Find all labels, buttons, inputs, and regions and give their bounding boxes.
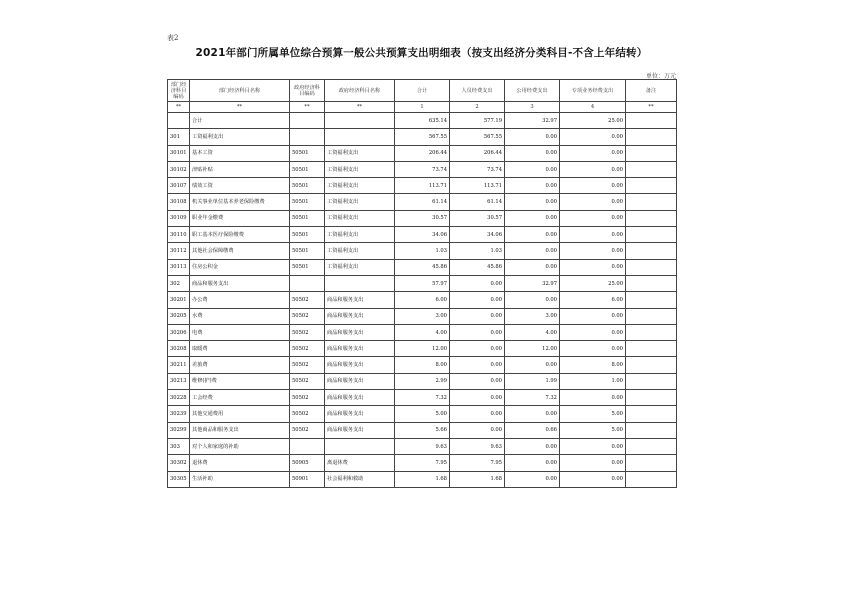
cell-public: 32.97 (505, 113, 560, 129)
cell-code: 30107 (168, 178, 190, 194)
cell-special: 8.00 (560, 357, 626, 373)
table-row (168, 357, 677, 373)
cell-special: 0.00 (560, 438, 626, 454)
cell-public: 0.00 (505, 406, 560, 422)
table-row (168, 210, 677, 226)
cell-gov-code: 50502 (290, 406, 325, 422)
marker-cell: 1 (395, 102, 450, 113)
cell-personnel: 0.00 (450, 422, 505, 438)
cell-code: 30108 (168, 194, 190, 210)
cell-note (626, 145, 677, 161)
cell-special: 25.00 (560, 113, 626, 129)
cell-personnel: 9.63 (450, 438, 505, 454)
cell-gov-code: 50502 (290, 324, 325, 340)
cell-gov-code: 50502 (290, 341, 325, 357)
cell-name: 住房公积金 (190, 259, 290, 275)
document-title: 2021年部门所属单位综合预算一般公共预算支出明细表（按支出经济分类科目-不含上年结转） (195, 47, 648, 59)
table-body (168, 113, 677, 488)
cell-personnel: 0.00 (450, 406, 505, 422)
cell-special: 0.00 (560, 210, 626, 226)
header-personnel: 人员经费支出 (450, 80, 505, 102)
table-row (168, 243, 677, 259)
marker-cell: ** (290, 102, 325, 113)
cell-code: 302 (168, 275, 190, 291)
cell-total: 7.32 (395, 390, 450, 406)
cell-special: 0.00 (560, 259, 626, 275)
cell-special: 5.00 (560, 406, 626, 422)
cell-gov-code (290, 113, 325, 129)
cell-total: 635.14 (395, 113, 450, 129)
header-public: 公用经费支出 (505, 80, 560, 102)
cell-gov-code: 50501 (290, 145, 325, 161)
cell-public: 0.00 (505, 292, 560, 308)
cell-name: 水费 (190, 308, 290, 324)
cell-gov-name: 商品和服务支出 (325, 406, 395, 422)
cell-code: 30239 (168, 406, 190, 422)
cell-gov-code (290, 438, 325, 454)
cell-code (168, 113, 190, 129)
cell-note (626, 308, 677, 324)
cell-gov-code: 50905 (290, 455, 325, 471)
cell-gov-name: 商品和服务支出 (325, 292, 395, 308)
cell-gov-code: 50501 (290, 178, 325, 194)
marker-cell: ** (325, 102, 395, 113)
cell-note (626, 275, 677, 291)
cell-public: 0.00 (505, 471, 560, 487)
cell-personnel: 45.86 (450, 259, 505, 275)
cell-name: 合计 (190, 113, 290, 129)
cell-special: 0.00 (560, 308, 626, 324)
cell-personnel: 73.74 (450, 161, 505, 177)
cell-note (626, 194, 677, 210)
cell-gov-name: 社会福利和救助 (325, 471, 395, 487)
cell-public: 1.99 (505, 373, 560, 389)
cell-total: 113.71 (395, 178, 450, 194)
cell-public: 32.97 (505, 275, 560, 291)
header-note: 备注 (626, 80, 677, 102)
cell-total: 567.55 (395, 129, 450, 145)
cell-public: 0.00 (505, 194, 560, 210)
cell-public: 0.00 (505, 455, 560, 471)
header-gov-code: 政府经济科目编码 (290, 80, 325, 102)
cell-personnel: 0.00 (450, 341, 505, 357)
cell-name: 对个人和家庭的补助 (190, 438, 290, 454)
cell-name: 退休费 (190, 455, 290, 471)
cell-note (626, 438, 677, 454)
cell-public: 0.00 (505, 227, 560, 243)
cell-total: 1.03 (395, 243, 450, 259)
cell-note (626, 113, 677, 129)
cell-gov-code: 50501 (290, 227, 325, 243)
marker-cell: ** (190, 102, 290, 113)
marker-cell: ** (168, 102, 190, 113)
cell-special: 1.00 (560, 373, 626, 389)
cell-gov-code: 50502 (290, 422, 325, 438)
cell-gov-name (325, 129, 395, 145)
cell-public: 0.00 (505, 438, 560, 454)
cell-personnel: 0.00 (450, 308, 505, 324)
cell-note (626, 210, 677, 226)
cell-gov-name: 商品和服务支出 (325, 373, 395, 389)
cell-public: 0.66 (505, 422, 560, 438)
cell-code: 30299 (168, 422, 190, 438)
table-row (168, 324, 677, 340)
cell-gov-name: 商品和服务支出 (325, 422, 395, 438)
cell-personnel: 206.44 (450, 145, 505, 161)
cell-note (626, 227, 677, 243)
cell-code: 30213 (168, 373, 190, 389)
cell-special: 0.00 (560, 227, 626, 243)
cell-note (626, 161, 677, 177)
table-row (168, 455, 677, 471)
cell-total: 4.00 (395, 324, 450, 340)
cell-public: 0.00 (505, 161, 560, 177)
cell-code: 30205 (168, 308, 190, 324)
cell-name: 津贴补贴 (190, 161, 290, 177)
cell-special: 0.00 (560, 194, 626, 210)
cell-code: 30305 (168, 471, 190, 487)
cell-code: 30201 (168, 292, 190, 308)
cell-note (626, 178, 677, 194)
cell-code: 301 (168, 129, 190, 145)
cell-note (626, 455, 677, 471)
cell-name: 商品和服务支出 (190, 275, 290, 291)
cell-special: 6.00 (560, 292, 626, 308)
cell-public: 0.00 (505, 259, 560, 275)
cell-gov-name (325, 275, 395, 291)
cell-public: 0.00 (505, 178, 560, 194)
unit-label: 单位：万元 (645, 73, 676, 80)
cell-gov-name: 商品和服务支出 (325, 390, 395, 406)
marker-cell: 4 (560, 102, 626, 113)
cell-total: 73.74 (395, 161, 450, 177)
cell-gov-name: 商品和服务支出 (325, 324, 395, 340)
table-row (168, 373, 677, 389)
table-row (168, 308, 677, 324)
marker-cell: 3 (505, 102, 560, 113)
cell-personnel: 61.14 (450, 194, 505, 210)
cell-note (626, 341, 677, 357)
header-dept-name: 部门经济科目名称 (190, 80, 290, 102)
cell-total: 2.99 (395, 373, 450, 389)
cell-total: 8.00 (395, 357, 450, 373)
cell-code: 30102 (168, 161, 190, 177)
cell-total: 45.86 (395, 259, 450, 275)
table-row (168, 259, 677, 275)
header-special: 专项业务经费支出 (560, 80, 626, 102)
cell-total: 61.14 (395, 194, 450, 210)
cell-gov-name: 商品和服务支出 (325, 308, 395, 324)
cell-name: 基本工资 (190, 145, 290, 161)
cell-name: 绩效工资 (190, 178, 290, 194)
cell-name: 机关事业单位基本养老保险缴费 (190, 194, 290, 210)
cell-name: 其他商品和服务支出 (190, 422, 290, 438)
cell-total: 3.00 (395, 308, 450, 324)
cell-note (626, 129, 677, 145)
cell-personnel: 7.95 (450, 455, 505, 471)
header-total: 合计 (395, 80, 450, 102)
sheet-label: 表2 (167, 34, 179, 42)
table-row (168, 341, 677, 357)
cell-total: 30.57 (395, 210, 450, 226)
cell-personnel: 1.03 (450, 243, 505, 259)
cell-gov-name (325, 113, 395, 129)
table-row (168, 145, 677, 161)
cell-gov-code: 50501 (290, 259, 325, 275)
cell-gov-name: 工资福利支出 (325, 178, 395, 194)
table-row (168, 292, 677, 308)
cell-special: 0.00 (560, 471, 626, 487)
cell-name: 办公费 (190, 292, 290, 308)
cell-gov-name (325, 438, 395, 454)
cell-note (626, 324, 677, 340)
table-row (168, 390, 677, 406)
cell-special: 25.00 (560, 275, 626, 291)
cell-name: 取暖费 (190, 341, 290, 357)
cell-note (626, 373, 677, 389)
cell-special: 0.00 (560, 129, 626, 145)
cell-gov-name: 工资福利支出 (325, 145, 395, 161)
cell-gov-code: 50501 (290, 161, 325, 177)
cell-gov-name: 工资福利支出 (325, 243, 395, 259)
marker-row (168, 102, 677, 113)
cell-note (626, 259, 677, 275)
cell-personnel: 0.00 (450, 390, 505, 406)
cell-gov-name: 工资福利支出 (325, 194, 395, 210)
cell-personnel: 1.68 (450, 471, 505, 487)
cell-total: 206.44 (395, 145, 450, 161)
cell-note (626, 357, 677, 373)
cell-special: 0.00 (560, 178, 626, 194)
table-row (168, 422, 677, 438)
cell-gov-name: 工资福利支出 (325, 210, 395, 226)
cell-gov-name: 工资福利支出 (325, 161, 395, 177)
cell-personnel: 0.00 (450, 324, 505, 340)
cell-gov-name: 离退休费 (325, 455, 395, 471)
cell-code: 30208 (168, 341, 190, 357)
cell-code: 30112 (168, 243, 190, 259)
cell-total: 6.00 (395, 292, 450, 308)
cell-gov-code: 50501 (290, 243, 325, 259)
header-row (168, 80, 677, 102)
table-row (168, 275, 677, 291)
cell-public: 4.00 (505, 324, 560, 340)
cell-code: 30101 (168, 145, 190, 161)
marker-cell: 2 (450, 102, 505, 113)
cell-special: 0.00 (560, 243, 626, 259)
cell-personnel: 34.06 (450, 227, 505, 243)
cell-code: 30110 (168, 227, 190, 243)
cell-note (626, 243, 677, 259)
marker-cell: ** (626, 102, 677, 113)
cell-gov-code: 50501 (290, 194, 325, 210)
cell-gov-name: 商品和服务支出 (325, 341, 395, 357)
table-row (168, 129, 677, 145)
cell-total: 7.95 (395, 455, 450, 471)
cell-total: 5.66 (395, 422, 450, 438)
cell-name: 工资福利支出 (190, 129, 290, 145)
cell-total: 57.97 (395, 275, 450, 291)
cell-name: 职业年金缴费 (190, 210, 290, 226)
cell-special: 5.00 (560, 422, 626, 438)
cell-special: 0.00 (560, 341, 626, 357)
cell-special: 0.00 (560, 145, 626, 161)
cell-public: 0.00 (505, 243, 560, 259)
cell-gov-code: 50502 (290, 390, 325, 406)
cell-name: 差旅费 (190, 357, 290, 373)
cell-name: 电费 (190, 324, 290, 340)
cell-total: 12.00 (395, 341, 450, 357)
header-gov-name: 政府经济科目名称 (325, 80, 395, 102)
cell-gov-code (290, 275, 325, 291)
table-row (168, 406, 677, 422)
cell-code: 303 (168, 438, 190, 454)
cell-gov-code: 50901 (290, 471, 325, 487)
cell-public: 0.00 (505, 145, 560, 161)
budget-table (167, 79, 677, 488)
cell-special: 0.00 (560, 324, 626, 340)
cell-code: 30211 (168, 357, 190, 373)
cell-gov-code: 50502 (290, 373, 325, 389)
table-row (168, 113, 677, 129)
cell-public: 12.00 (505, 341, 560, 357)
cell-special: 0.00 (560, 390, 626, 406)
cell-code: 30113 (168, 259, 190, 275)
cell-public: 0.00 (505, 129, 560, 145)
cell-public: 7.32 (505, 390, 560, 406)
cell-name: 工会经费 (190, 390, 290, 406)
cell-code: 30206 (168, 324, 190, 340)
cell-personnel: 0.00 (450, 292, 505, 308)
cell-personnel: 567.55 (450, 129, 505, 145)
cell-personnel: 0.00 (450, 373, 505, 389)
cell-note (626, 292, 677, 308)
table-row (168, 178, 677, 194)
cell-public: 0.00 (505, 210, 560, 226)
cell-note (626, 422, 677, 438)
cell-name: 其他社会保障缴费 (190, 243, 290, 259)
cell-special: 0.00 (560, 161, 626, 177)
cell-special: 0.00 (560, 455, 626, 471)
cell-personnel: 0.00 (450, 275, 505, 291)
cell-note (626, 406, 677, 422)
cell-note (626, 471, 677, 487)
cell-name: 生活补助 (190, 471, 290, 487)
cell-total: 9.63 (395, 438, 450, 454)
table-row (168, 471, 677, 487)
cell-code: 30228 (168, 390, 190, 406)
header-dept-code: 部门经济科目编码 (168, 80, 190, 102)
cell-total: 5.00 (395, 406, 450, 422)
cell-personnel: 113.71 (450, 178, 505, 194)
cell-gov-name: 商品和服务支出 (325, 357, 395, 373)
cell-total: 34.06 (395, 227, 450, 243)
cell-gov-code: 50502 (290, 308, 325, 324)
table-row (168, 438, 677, 454)
table-row (168, 194, 677, 210)
cell-personnel: 30.57 (450, 210, 505, 226)
cell-gov-name: 工资福利支出 (325, 227, 395, 243)
cell-gov-code: 50502 (290, 357, 325, 373)
cell-gov-code: 50501 (290, 210, 325, 226)
cell-gov-code (290, 129, 325, 145)
cell-note (626, 390, 677, 406)
cell-name: 维修(护)费 (190, 373, 290, 389)
cell-name: 其他交通费用 (190, 406, 290, 422)
cell-total: 1.68 (395, 471, 450, 487)
cell-name: 职工基本医疗保险缴费 (190, 227, 290, 243)
cell-code: 30109 (168, 210, 190, 226)
cell-gov-code: 50502 (290, 292, 325, 308)
cell-personnel: 0.00 (450, 357, 505, 373)
cell-public: 3.00 (505, 308, 560, 324)
table-row (168, 227, 677, 243)
cell-public: 0.00 (505, 357, 560, 373)
table-row (168, 161, 677, 177)
cell-gov-name: 工资福利支出 (325, 259, 395, 275)
cell-code: 30302 (168, 455, 190, 471)
cell-personnel: 577.19 (450, 113, 505, 129)
